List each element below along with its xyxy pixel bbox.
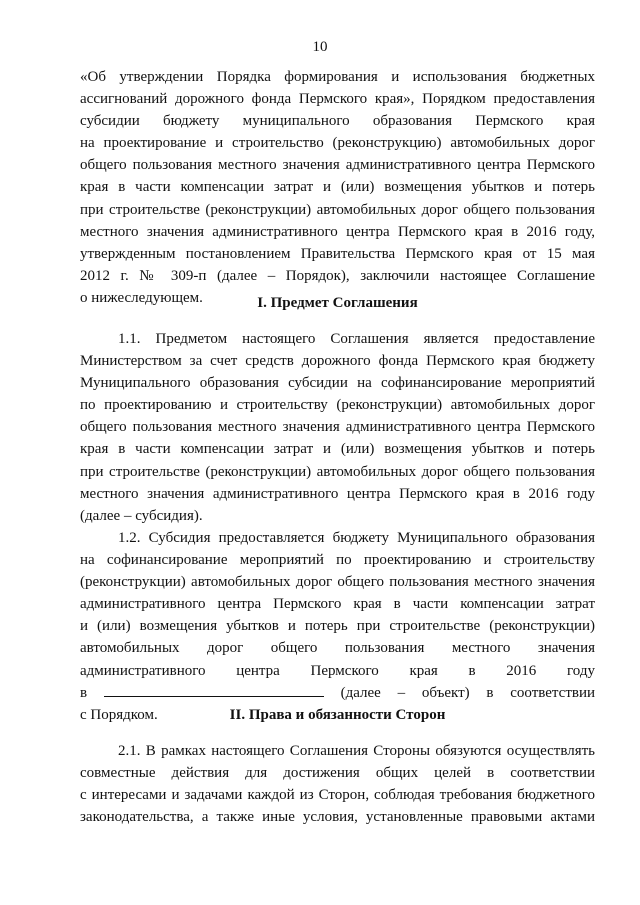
text-line-with-blank: [80, 682, 595, 704]
text-line: утвержденным постановлением Правительства Пермского края от 15 мая: [80, 245, 595, 262]
text-line: автомобильных дорог общего пользования местного значения: [80, 640, 595, 657]
text-line: субсидии бюджету муниципального образования Пермского края: [80, 113, 595, 130]
text-line: общего пользования местного значения административного центра Пермского: [80, 157, 595, 174]
text-line: на софинансирование мероприятий по проектированию и строительству: [80, 552, 595, 569]
text-line: местного значения административного центра Пермского края в 2016 году: [80, 485, 595, 502]
text-line: о нижеследующем.: [80, 289, 203, 306]
text-line: по проектированию и строительству (реконструкции) автомобильных дорог: [80, 397, 595, 414]
text-line: края в части компенсации затрат и (или) возмещения убытков и потерь: [80, 441, 595, 458]
text-line: общего пользования местного значения административного центра Пермского: [80, 419, 595, 436]
text-line: законодательства, а также иные условия, установленные правовыми актами: [80, 809, 595, 826]
intro-paragraph: [80, 66, 595, 309]
text-line: края в части компенсации затрат и (или) возмещения убытков и потерь: [80, 179, 595, 196]
text-line: Министерством за счет средств дорожного фонда Пермского края бюджету: [80, 353, 595, 370]
text-line: (реконструкции) автомобильных дорог общего пользования местного значения: [80, 574, 595, 591]
text-line: ассигнований дорожного фонда Пермского края», Порядком предоставления: [80, 91, 595, 108]
text-line: местного значения административного центра Пермского края в 2016 году,: [80, 223, 595, 240]
text-line: 2.1. В рамках настоящего Соглашения Стороны обязуются осуществлять: [118, 743, 595, 759]
text-line: и (или) возмещения убытков и потерь при строительстве (реконструкции): [80, 618, 595, 635]
fill-in-blank: [104, 682, 324, 697]
text-line: совместные действия для достижения общих целей в соответствии: [80, 765, 595, 782]
paragraph-1-2: [80, 527, 595, 726]
text-line: административного центра Пермского края в части компенсации затрат: [80, 596, 595, 613]
text-line: Муниципального образования субсидии на софинансирование мероприятий: [80, 375, 595, 392]
text-line: с Порядком.: [80, 706, 158, 723]
page-number: 10: [312, 39, 328, 55]
text-line: 2012 г. № 309-п (далее – Порядок), заключили настоящее Соглашение: [80, 267, 595, 284]
text-line: на проектирование и строительство (реконструкцию) автомобильных дорог: [80, 135, 595, 152]
text-line: с интересами и задачами каждой из Сторон, соблюдая требования бюджетного: [80, 787, 595, 804]
text-fragment: в: [80, 684, 88, 701]
section-heading: II. Права и обязанности Сторон: [229, 707, 446, 723]
text-line: «Об утверждении Порядка формирования и использования бюджетных: [80, 69, 595, 85]
text-line: 1.1. Предметом настоящего Соглашения является предоставление: [118, 331, 595, 347]
paragraph-1-1: [80, 328, 595, 527]
paragraph-2-1: [80, 740, 595, 828]
text-line: административного центра Пермского края в 2016 году: [80, 662, 595, 679]
text-line: при строительстве (реконструкции) автомобильных дорог общего пользования: [80, 463, 595, 480]
text-line: 1.2. Субсидия предоставляется бюджету Муниципального образования: [118, 530, 595, 546]
section-heading: I. Предмет Соглашения: [257, 295, 418, 311]
text-line: (далее – субсидия).: [80, 507, 203, 524]
text-fragment: (далее – объект) в соответствии: [340, 684, 596, 701]
text-line: при строительстве (реконструкции) автомобильных дорог общего пользования: [80, 201, 595, 218]
